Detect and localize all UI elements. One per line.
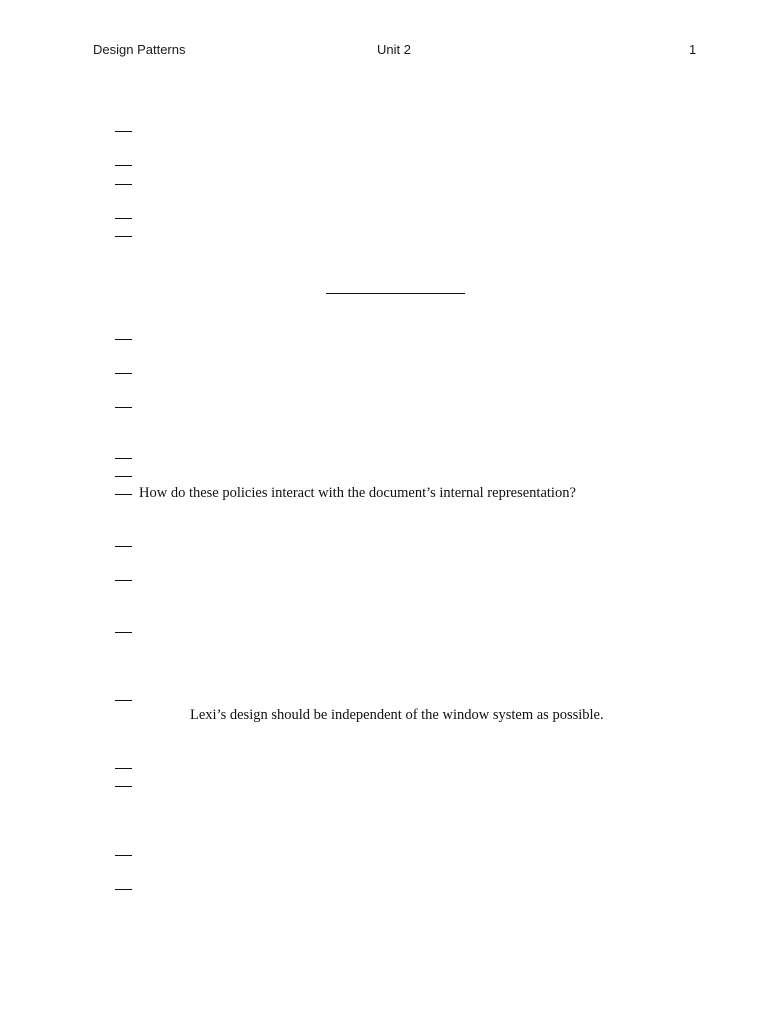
bullet-dash <box>115 476 132 477</box>
header-title: Design Patterns <box>93 42 186 57</box>
bullet-text-policies: How do these policies interact with the document’s internal representation? <box>139 485 576 501</box>
bullet-dash <box>115 855 132 856</box>
header-unit: Unit 2 <box>377 42 411 57</box>
bullet-dash <box>115 700 132 701</box>
bullet-dash <box>115 236 132 237</box>
page-number: 1 <box>689 42 697 57</box>
bullet-dash <box>115 889 132 890</box>
bullet-dash <box>115 580 132 581</box>
bullet-dash <box>115 786 132 787</box>
section-heading-rule <box>326 293 465 294</box>
bullet-dash <box>115 632 132 633</box>
bullet-dash <box>115 218 132 219</box>
bullet-dash <box>115 458 132 459</box>
bullet-dash <box>115 373 132 374</box>
bullet-dash <box>115 768 132 769</box>
bullet-dash <box>115 407 132 408</box>
bullet-dash <box>115 131 132 132</box>
bullet-dash <box>115 339 132 340</box>
bullet-dash <box>115 184 132 185</box>
body-text-lexi: Lexi’s design should be independent of the window system as possible. <box>190 707 604 723</box>
bullet-dash <box>115 546 132 547</box>
bullet-dash <box>115 165 132 166</box>
bullet-dash <box>115 494 132 495</box>
